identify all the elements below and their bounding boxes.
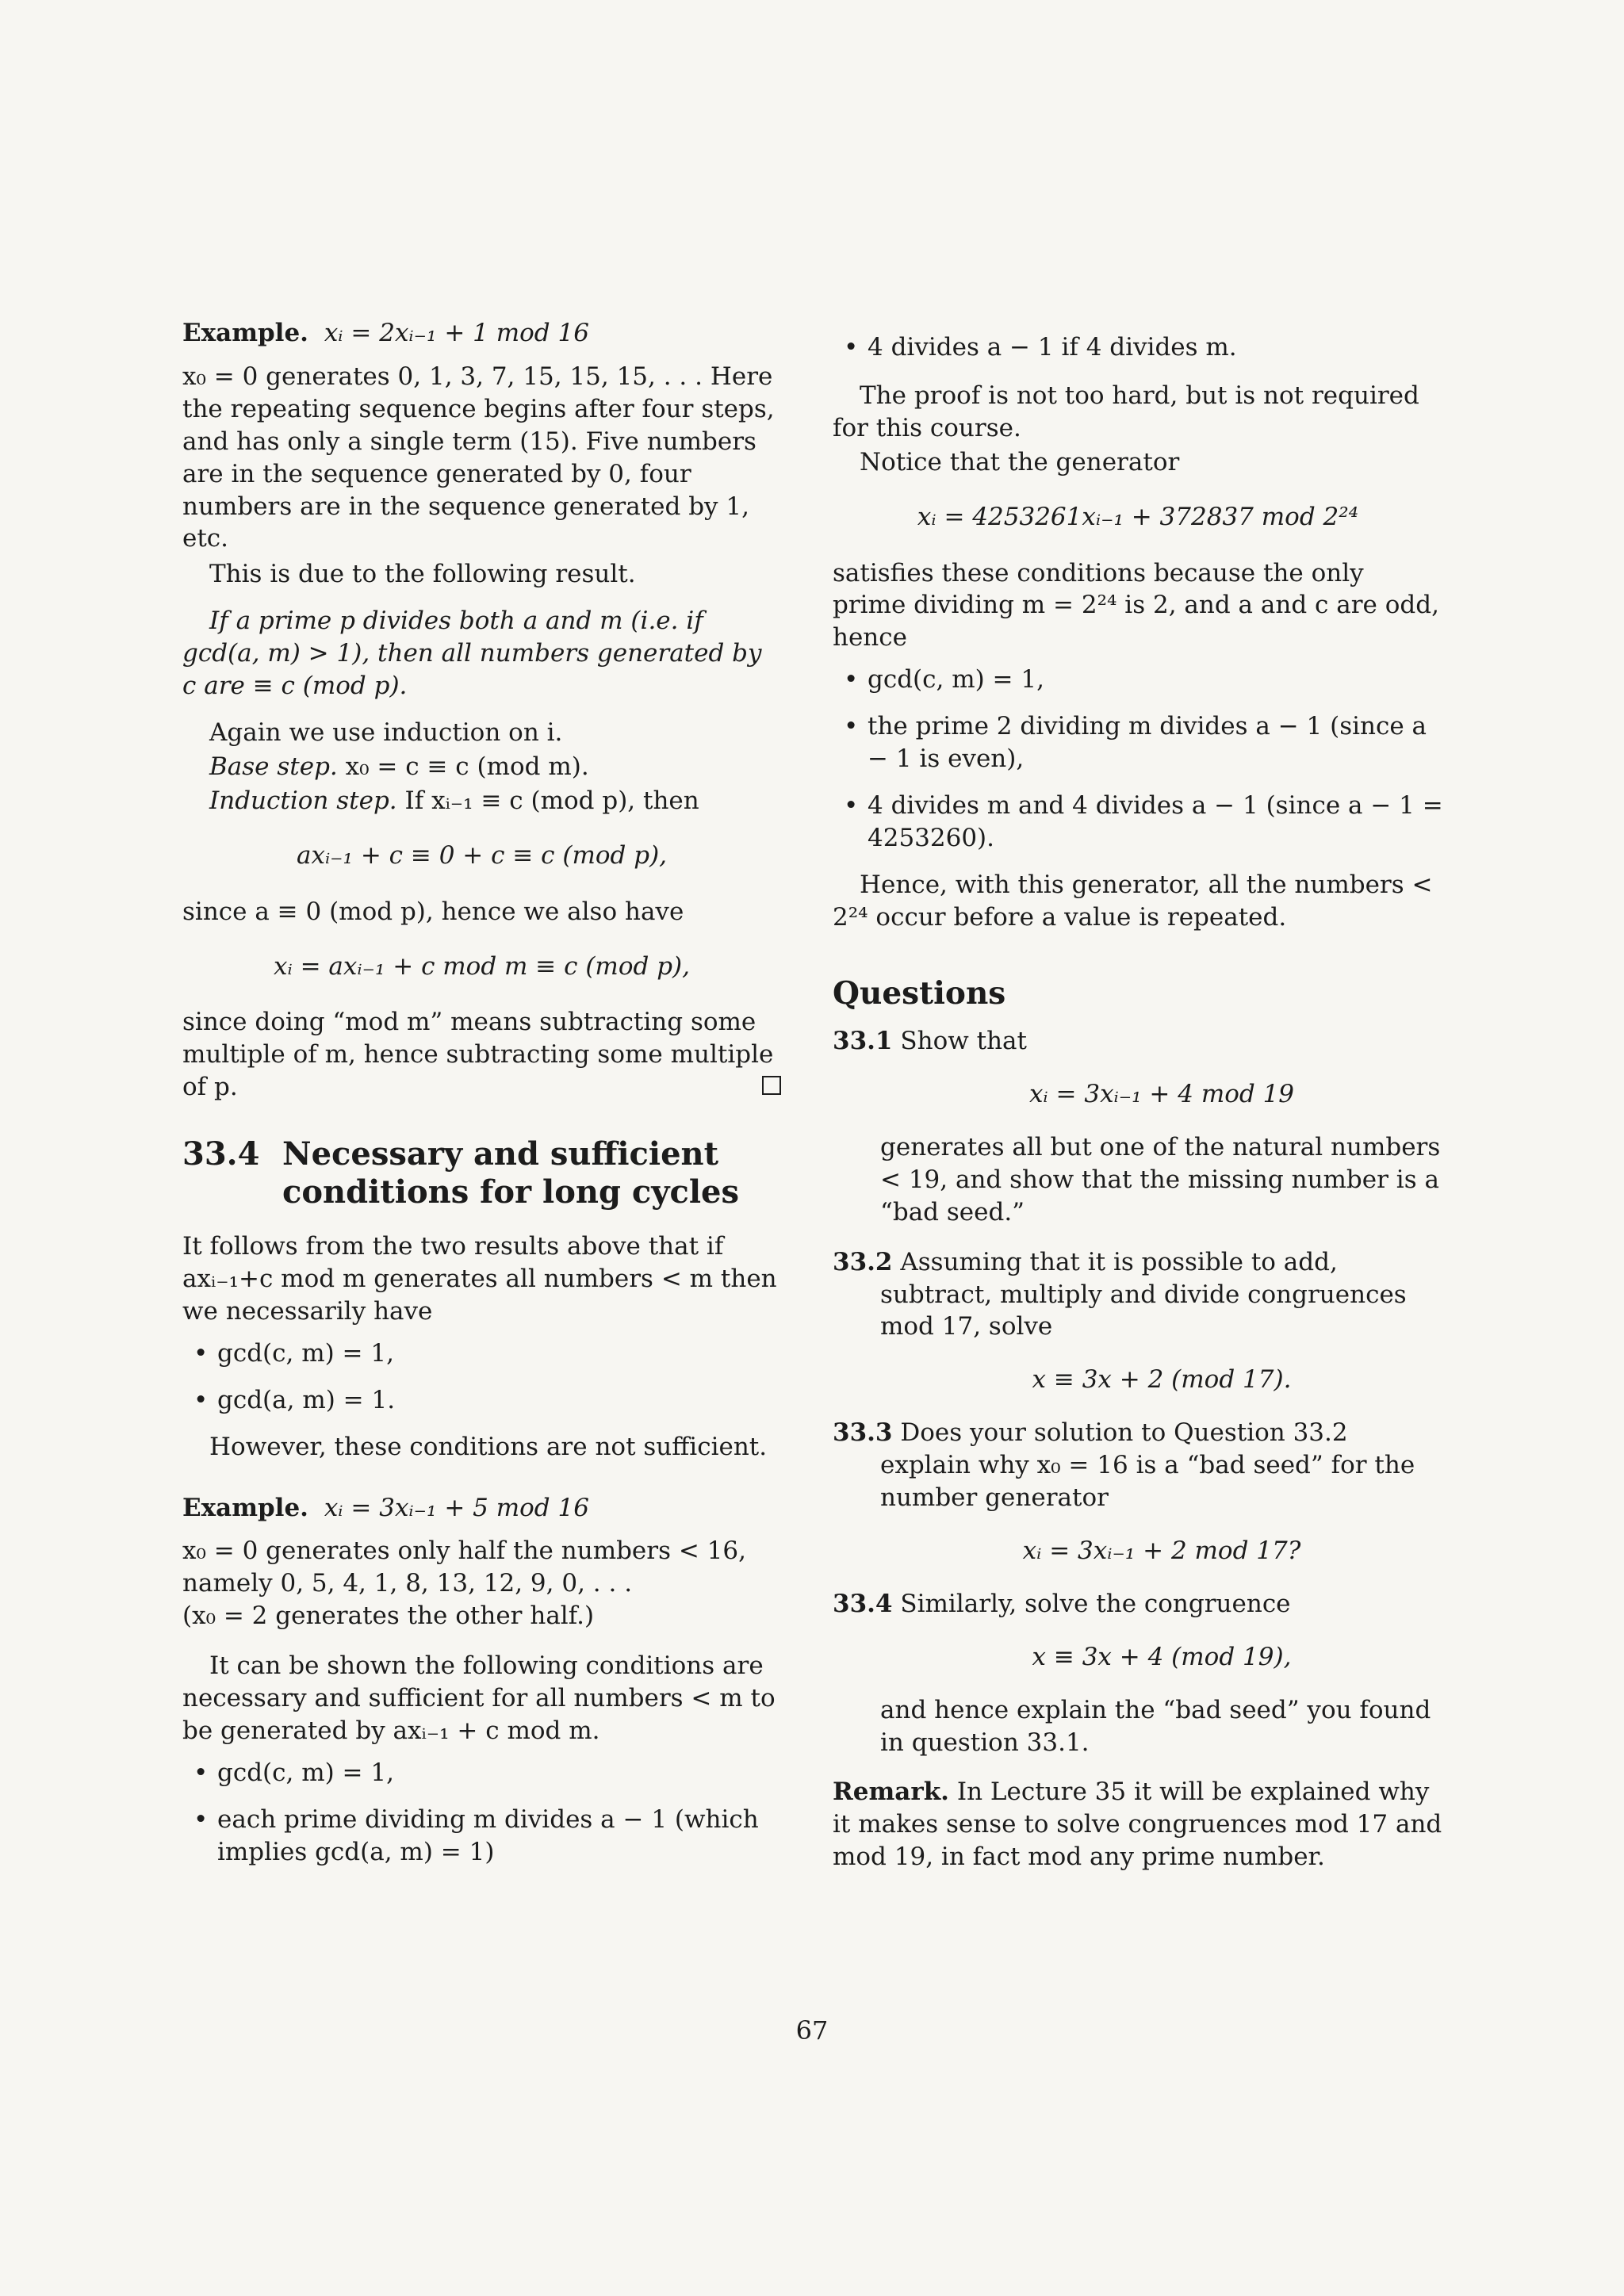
induction-intro: Again we use induction on i. xyxy=(209,718,563,747)
necessary-conditions-list xyxy=(182,1337,781,1417)
remark-label: Remark. xyxy=(833,1777,949,1807)
remark-paragraph xyxy=(833,1776,1443,1873)
display-equation-3: xᵢ = 4253261xᵢ₋₁ + 372837 mod 2²⁴ xyxy=(917,502,1359,531)
list-item: • each prime dividing m divides a − 1 (which implies gcd(a, m) = 1) xyxy=(182,1804,781,1869)
theorem-text: If a prime p divides both a and m (i.e. if gcd(a, m) > 1), then all numbers generated by c are ≡ c (mod p). xyxy=(182,607,762,701)
question-text: Similarly, solve the congruence xyxy=(900,1589,1291,1618)
base-step-label: Base step. xyxy=(209,752,338,781)
hence-paragraph: Hence, with this generator, all the numbers < 2²⁴ occur before a value is repeated. xyxy=(833,870,1433,932)
example2-heading xyxy=(182,1492,781,1525)
question-1-equation: xᵢ = 3xᵢ₋₁ + 4 mod 19 xyxy=(1028,1079,1295,1108)
left-column xyxy=(182,317,781,1883)
due-line: This is due to the following result. xyxy=(209,560,636,589)
list-item: • gcd(c, m) = 1, xyxy=(833,664,1443,696)
question-number: 33.3 xyxy=(833,1418,893,1448)
sufficient-conditions-list xyxy=(182,1757,781,1869)
section-heading xyxy=(182,1135,781,1211)
however-line: However, these conditions are not sufficient. xyxy=(209,1432,768,1461)
qed-square-icon xyxy=(762,1076,781,1095)
example-formula: xᵢ = 2xᵢ₋₁ + 1 mod 16 xyxy=(324,319,589,347)
display-equation-1: axᵢ₋₁ + c ≡ 0 + c ≡ c (mod p), xyxy=(296,840,668,870)
notice-line: Notice that the generator xyxy=(860,447,1180,476)
example1-heading xyxy=(182,317,781,350)
questions-heading: Questions xyxy=(833,974,1006,1012)
induction-step-label: Induction step. xyxy=(209,786,397,815)
example-label: Example. xyxy=(182,319,308,347)
question-number: 33.1 xyxy=(833,1027,893,1056)
example-formula: xᵢ = 3xᵢ₋₁ + 5 mod 16 xyxy=(324,1493,589,1522)
question-4 xyxy=(833,1588,1443,1621)
induction-step-text: If xᵢ₋₁ ≡ c (mod p), then xyxy=(404,786,699,815)
base-step-text: x₀ = c ≡ c (mod m). xyxy=(345,752,589,781)
follows-paragraph: It follows from the two results above that if axᵢ₋₁+c mod m generates all numbers < m then we necessarily have xyxy=(182,1232,777,1326)
question-number: 33.4 xyxy=(833,1589,893,1618)
right-column xyxy=(833,331,1443,1883)
remark-text: In Lecture 35 it will be explained why it makes sense to solve congruences mod 17 and mod 19, in fact mod any prime number. xyxy=(833,1777,1442,1872)
display-equation-2: xᵢ = axᵢ₋₁ + c mod m ≡ c (mod p), xyxy=(274,951,690,981)
question-1 xyxy=(833,1025,1443,1058)
list-item: • gcd(c, m) = 1, xyxy=(182,1337,781,1370)
list-item: • the prime 2 dividing m divides a − 1 (since a − 1 is even), xyxy=(833,710,1443,775)
question-number: 33.2 xyxy=(833,1247,893,1276)
question-3 xyxy=(833,1417,1443,1514)
proof-paragraph: The proof is not too hard, but is not required for this course. xyxy=(833,381,1419,442)
example2-paragraph: x₀ = 0 generates only half the numbers < 16, namely 0, 5, 4, 1, 8, 13, 12, 9, 0, . . . xyxy=(182,1536,746,1598)
question-1-continued: generates all but one of the natural numbers < 19, and show that the missing number is a “bad seed.” xyxy=(880,1132,1441,1226)
question-3-equation: xᵢ = 3xᵢ₋₁ + 2 mod 17? xyxy=(1022,1536,1301,1565)
since-line: since a ≡ 0 (mod p), hence we also have xyxy=(182,897,684,926)
example2-paragraph-2: (x₀ = 2 generates the other half.) xyxy=(182,1601,595,1631)
section-title: Necessary and sufficient conditions for long cycles xyxy=(282,1135,740,1211)
example-label: Example. xyxy=(182,1493,308,1522)
list-item: • 4 divides m and 4 divides a − 1 (since a − 1 = 4253260). xyxy=(833,790,1443,855)
since-paragraph xyxy=(182,1006,781,1104)
base-step xyxy=(182,751,781,783)
question-text: Assuming that it is possible to add, subtract, multiply and divide congruences mod 17, solve xyxy=(880,1247,1407,1341)
question-text: Does your solution to Question 33.2 explain why x₀ = 16 is a “bad seed” for the number generator xyxy=(880,1418,1415,1513)
conditions-list xyxy=(833,664,1443,855)
induction-step xyxy=(182,785,781,817)
list-item: • 4 divides a − 1 if 4 divides m. xyxy=(833,331,1443,364)
question-4-equation: x ≡ 3x + 4 (mod 19), xyxy=(1032,1642,1292,1671)
shown-paragraph: It can be shown the following conditions are necessary and sufficient for all numbers < m to be generated by axᵢ₋₁ + c mod m. xyxy=(182,1651,776,1745)
question-text: Show that xyxy=(900,1027,1027,1056)
section-number: 33.4 xyxy=(182,1135,260,1173)
since-paragraph-text: since doing “mod m” means subtracting some multiple of m, hence subtracting some multiple of p. xyxy=(182,1008,774,1102)
page-number: 67 xyxy=(795,2015,829,2045)
list-item: • gcd(c, m) = 1, xyxy=(182,1757,781,1789)
question-2 xyxy=(833,1246,1443,1344)
list-item: • gcd(a, m) = 1. xyxy=(182,1384,781,1417)
question-4-continued: and hence explain the “bad seed” you found in question 33.1. xyxy=(880,1695,1431,1757)
satisfies-paragraph: satisfies these conditions because the only prime dividing m = 2²⁴ is 2, and a and c are odd, hence xyxy=(833,558,1439,652)
question-2-equation: x ≡ 3x + 2 (mod 17). xyxy=(1032,1365,1292,1395)
bullet-top-list xyxy=(833,331,1443,364)
example1-paragraph: x₀ = 0 generates 0, 1, 3, 7, 15, 15, 15, . . . Here the repeating sequence begins after four steps, and has only a single term (15). Five numbers are in the sequence generated by 0, four numbers are in the sequence generated by 1, etc. xyxy=(182,362,775,553)
